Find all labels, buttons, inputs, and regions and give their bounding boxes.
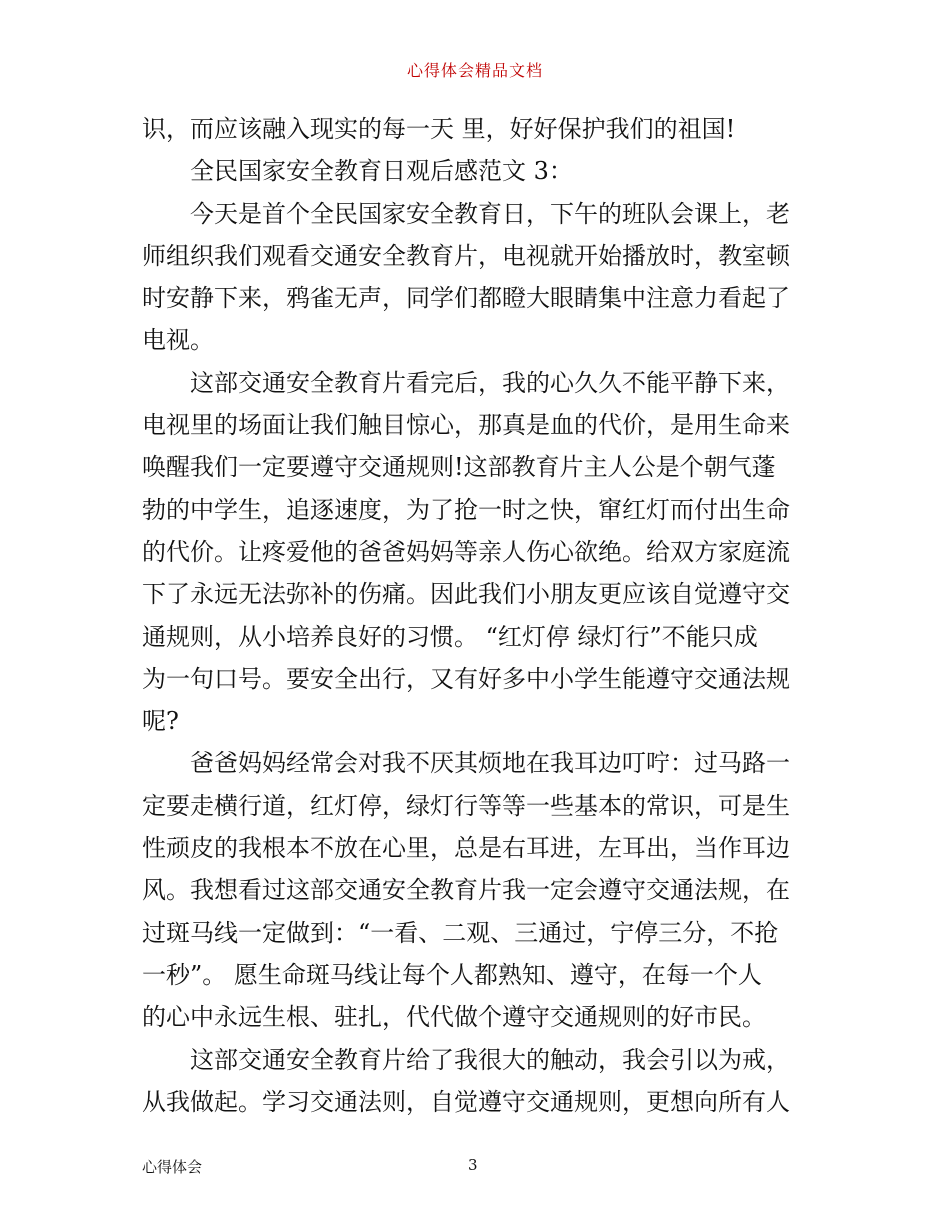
text-line: 这部交通安全教育片给了我很大的触动，我会引以为戒， bbox=[190, 1045, 790, 1074]
text-line: 过斑马线一定做到：“一看、二观、三通过，宁停三分，不抢 bbox=[142, 918, 779, 947]
text-line: 为一句口号。要安全出行，又有好多中小学生能遵守交通法规 bbox=[142, 664, 790, 693]
text-line: 爸爸妈妈经常会对我不厌其烦地在我耳边叮咛：过马路一 bbox=[190, 749, 790, 778]
text-line: 的代价。让疼爱他的爸爸妈妈等亲人伤心欲绝。给双方家庭流 bbox=[142, 537, 790, 566]
footer-label: 心得体会 bbox=[142, 1158, 203, 1176]
text-line: 这部交通安全教育片看完后，我的心久久不能平静下来， bbox=[190, 368, 790, 397]
text-line: 师组织我们观看交通安全教育片，电视就开始播放时，教室顿 bbox=[142, 241, 790, 270]
text-line: 风。我想看过这部交通安全教育片我一定会遵守交通法规，在 bbox=[142, 876, 790, 905]
text-line: 从我做起。学习交通法则，自觉遵守交通规则，更想向所有人 bbox=[142, 1087, 790, 1116]
text-line: 时安静下来，鸦雀无声，同学们都瞪大眼睛集中注意力看起了 bbox=[142, 284, 790, 313]
text-line: 呢? bbox=[142, 707, 179, 736]
text-line: 识，而应该融入现实的每一天 里，好好保护我们的祖国! bbox=[142, 115, 736, 143]
text-line: 电视。 bbox=[142, 326, 214, 355]
text-line: 唤醒我们一定要遵守交通规则!这部教育片主人公是个朝气蓬 bbox=[142, 453, 776, 482]
document-body bbox=[142, 108, 814, 1123]
text-line: 一秒”。 愿生命斑马线让每个人都熟知、遵守，在每一个人 bbox=[142, 960, 762, 989]
page-header-title: 心得体会精品文档 bbox=[406, 61, 543, 80]
text-line: 的心中永远生根、驻扎，代代做个遵守交通规则的好市民。 bbox=[142, 1003, 766, 1032]
text-line: 电视里的场面让我们触目惊心，那真是血的代价，是用生命来 bbox=[142, 411, 790, 440]
text-line: 定要走横行道，红灯停，绿灯行等等一些基本的常识，可是生 bbox=[142, 791, 790, 820]
text-line: 通规则，从小培养良好的习惯。 “红灯停 绿灯行”不能只成 bbox=[142, 622, 758, 651]
text-line: 全民国家安全教育日观后感范文 3： bbox=[190, 157, 573, 186]
text-line: 勃的中学生，追逐速度，为了抢一时之快，窜红灯而付出生命 bbox=[142, 495, 790, 524]
text-line: 今天是首个全民国家安全教育日，下午的班队会课上，老 bbox=[190, 199, 790, 228]
text-line: 下了永远无法弥补的伤痛。因此我们小朋友更应该自觉遵守交 bbox=[142, 580, 790, 609]
page-number: 3 bbox=[468, 1156, 478, 1174]
text-line: 性顽皮的我根本不放在心里，总是右耳进，左耳出，当作耳边 bbox=[142, 834, 790, 863]
